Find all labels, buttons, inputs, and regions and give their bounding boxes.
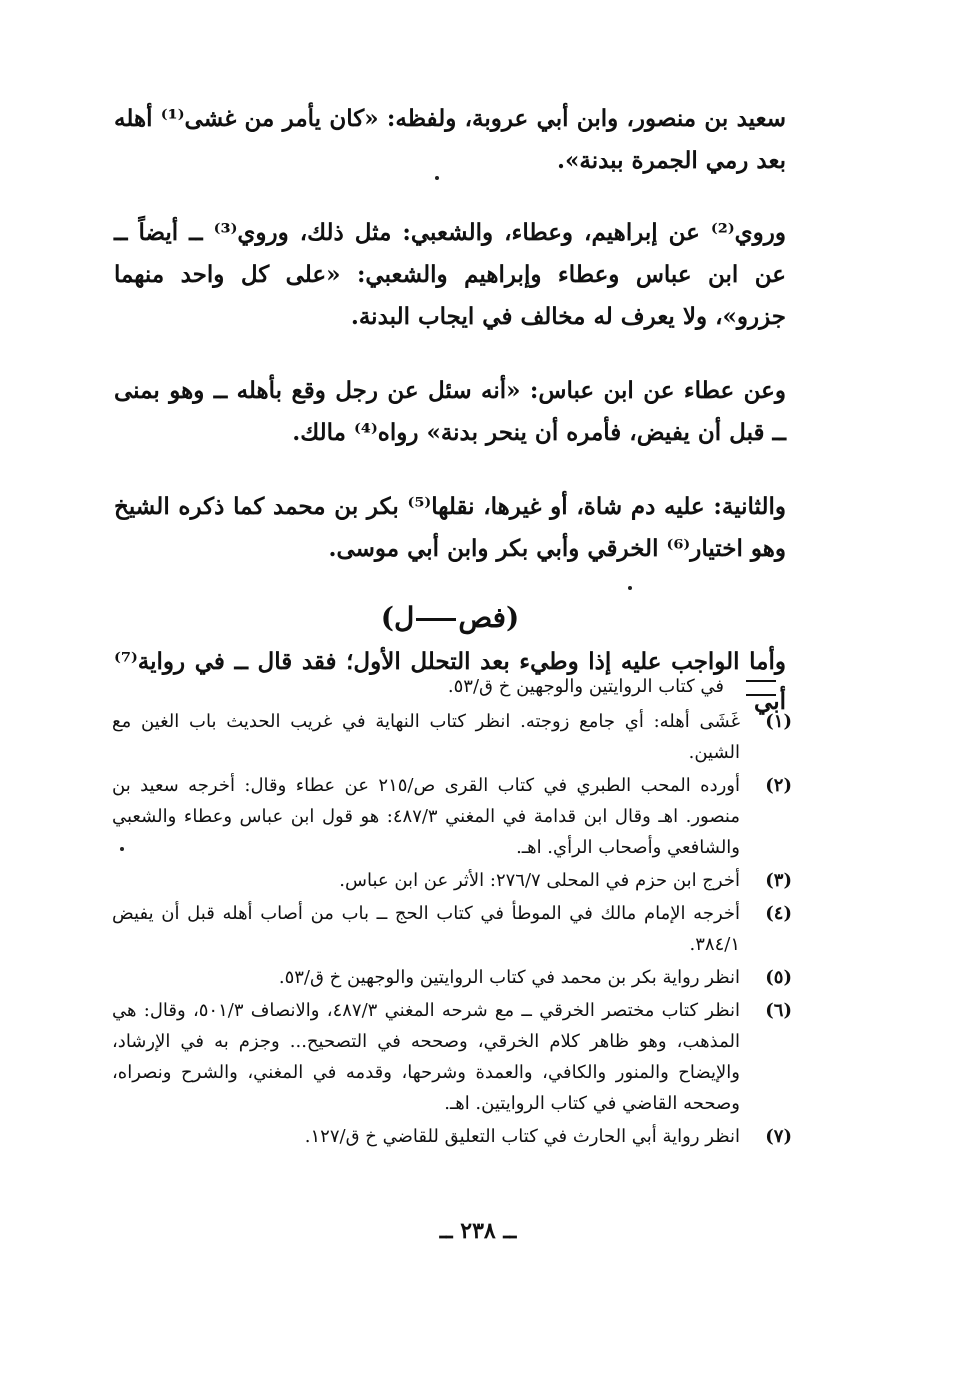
footnotes xyxy=(112,706,792,1154)
footnote-text: انظر رواية أبي الحارث في كتاب التعليق للقاضي خ ق/١٢٧. xyxy=(304,1126,740,1147)
footnote-number: (٥) xyxy=(765,967,792,988)
footnote-1 xyxy=(112,706,792,768)
footnote-text: أخرج ابن حزم في المحلى ٢٧٦/٧: الأثر عن ابن عباس. xyxy=(339,870,740,891)
section-heading-close: ل) xyxy=(380,601,415,634)
paragraph-2: وروي⁽²⁾ عن إبراهيم، وعطاء، والشعبي: مثل ذلك، وروي⁽³⁾ ــ أيضاً ــ عن ابن عباس وعطاء وإبراهيم والشعبي: «على كل واحد منهما جزرو»، ولا يعرف له مخالف في ايجاب البدنة. xyxy=(114,219,786,330)
footnote-number: (٣) xyxy=(765,870,792,891)
ink-speck xyxy=(435,176,439,180)
footnote-number: (٤) xyxy=(765,903,792,924)
paragraph-1: سعيد بن منصور، وابن أبي عروبة، ولفظه: «كان يأمر من غشى⁽¹⁾ أهله بعد رمي الجمرة ببدنة». xyxy=(114,105,786,174)
footnote-4 xyxy=(112,898,792,960)
footnote-continuation: في كتاب الروايتين والوجهين خ ق/٥٣. xyxy=(447,676,724,697)
footnote-number: (٢) xyxy=(765,775,792,796)
page-number: ــ ٢٣٨ ــ xyxy=(439,1218,517,1244)
footnote-text: أورده المحب الطبري في كتاب القرى ص/٢١٥ عن عطاء وقال: أخرجه سعيد بن منصور. اهـ وقال ابن قدامة في المغني ٤٨٧/٣: هو قول ابن عباس وعطاء والشعبي والشافعي وأصحاب الرأي. اهـ. xyxy=(112,775,741,858)
footnote-7 xyxy=(112,1121,792,1152)
footnote-number: (١) xyxy=(765,711,792,732)
footnote-3 xyxy=(112,865,792,896)
heading-tatweel xyxy=(416,618,456,621)
footnote-text: أخرجه الإمام مالك في الموطأ في كتاب الحج ــ باب من أصاب أهله قبل أن يفيض ٣٨٤/١. xyxy=(112,903,740,955)
footnote-continuation-mark xyxy=(746,680,776,696)
footnote-6 xyxy=(112,995,792,1119)
footnote-number: (٧) xyxy=(765,1126,792,1147)
main-text xyxy=(114,98,786,722)
section-heading xyxy=(114,598,786,638)
footnote-number: (٦) xyxy=(765,1000,792,1021)
footnote-2 xyxy=(112,770,792,863)
paragraph-5: وأما الواجب عليه إذا وطيء بعد التحلل الأول؛ فقد قال ــ في رواية⁽⁷⁾ أبي xyxy=(114,648,786,715)
ink-speck xyxy=(628,586,632,590)
ink-speck xyxy=(120,847,124,851)
section-heading-open: (فص xyxy=(458,601,520,634)
footnote-text: غَشَى أهله: أي جامع زوجته. انظر كتاب النهاية في غريب الحديث باب الغين مع الشين. xyxy=(112,711,740,763)
footnote-5 xyxy=(112,962,792,993)
footnote-text: انظر كتاب مختصر الخرقي ــ مع شرحه المغني ٤٨٧/٣، والانصاف ٥٠١/٣، وقال: هي المذهب، وهو ظاهر كلام الخرقي، وصححه في التصحيح... وجزم به في الإرشاد، والإيضاح والمنور والكافي، والعمدة وشرحها، وقدمه في المغني، والشرح ونصراه، وصححه القاضي في كتاب الروايتين. اهـ. xyxy=(112,1000,741,1114)
paragraph-4: والثانية: عليه دم شاة، أو غيرها، نقلها⁽⁵⁾ بكر بن محمد كما ذكره الشيخ وهو اختيار⁽⁶⁾ الخرقي وأبي بكر وابن أبي موسى. xyxy=(114,493,786,562)
paragraph-3: وعن عطاء عن ابن عباس: «أنه سئل عن رجل وقع بأهله ــ وهو بمنى ــ قبل أن يفيض، فأمره أن ينحر بدنة» رواه⁽⁴⁾ مالك. xyxy=(114,377,786,446)
footnote-text: انظر رواية بكر بن محمد في كتاب الروايتين والوجهين خ ق/٥٣. xyxy=(278,967,740,988)
